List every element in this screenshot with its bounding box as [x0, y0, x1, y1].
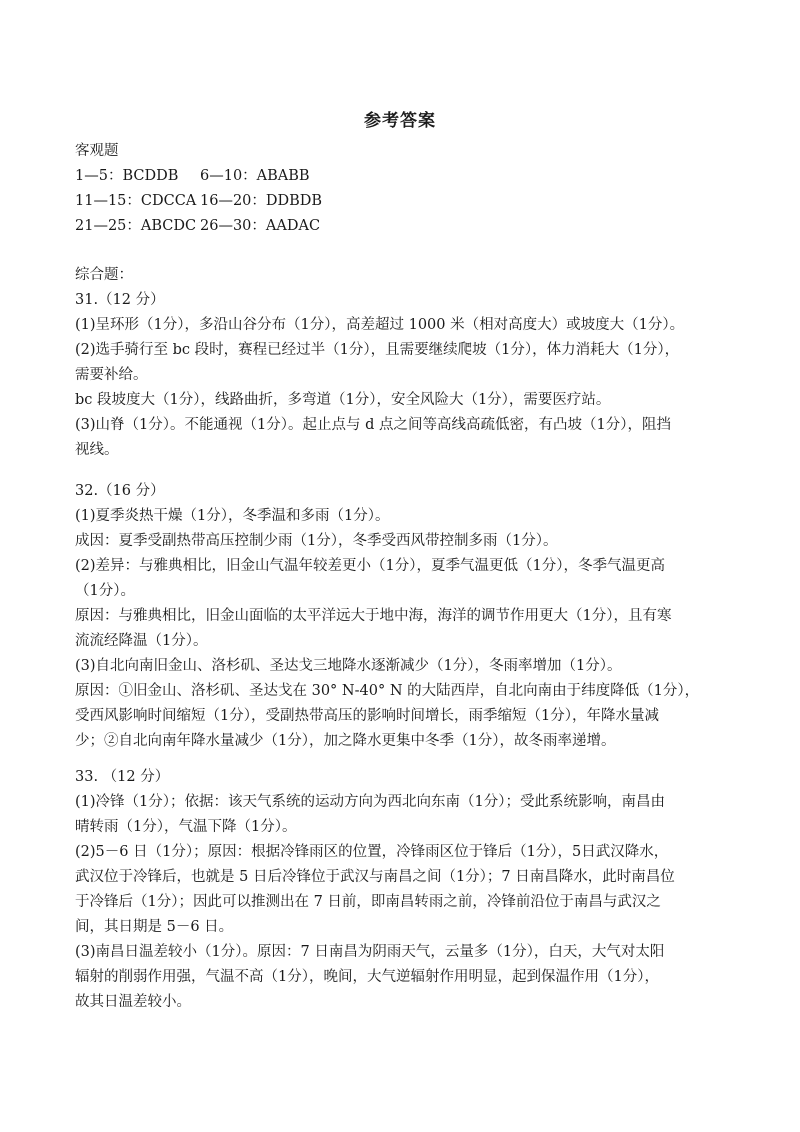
answer-group: 16—20：DDBDB: [200, 193, 323, 209]
answer-line: 故其日温差较小。: [75, 994, 191, 1010]
answer-row: [75, 189, 735, 214]
question-header: 33. （12 分）: [75, 769, 170, 785]
answer-group: 6—10：ABABB: [200, 168, 310, 184]
answer-group: 11—15：CDCCA: [75, 193, 197, 209]
answer-line: 间，其日期是 5－6 日。: [75, 919, 234, 935]
answer-line: 受西风影响时间缩短（1分），受副热带高压的影响时间增长，雨季缩短（1分），年降水量减: [75, 708, 659, 724]
answer-line: (3)自北向南旧金山、洛杉矶、圣达戈三地降水逐渐减少（1分），冬雨率增加（1分）。: [75, 658, 622, 674]
objective-heading: 客观题: [75, 143, 119, 159]
answer-line: （1分）。: [75, 583, 135, 599]
answer-line: 需要补给。: [75, 367, 148, 383]
answer-group: 26—30：AADAC: [200, 218, 321, 234]
answer-group: 21—25：ABCDC: [75, 218, 197, 234]
answer-line: (2)差异：与雅典相比，旧金山气温年较差更小（1分），夏季气温更低（1分），冬季气温更高: [75, 558, 665, 574]
answer-line: (1)呈环形（1分），多沿山谷分布（1分），高差超过 1000 米（相对高度大）或坡度大（1分）。: [75, 317, 685, 333]
answer-line: bc 段坡度大（1分），线路曲折，多弯道（1分），安全风险大（1分），需要医疗站。: [75, 392, 611, 408]
answer-line: 辐射的削弱作用强，气温不高（1分），晚间，大气逆辐射作用明显，起到保温作用（1分），: [75, 969, 659, 985]
answer-line: 少；②自北向南年降水量减少（1分），加之降水更集中冬季（1分），故冬雨率递增。: [75, 733, 616, 749]
question-header: 31.（12 分）: [75, 292, 165, 308]
objective-section: [75, 139, 735, 239]
answer-line: 武汉位于冷锋后，也就是 5 日后冷锋位于武汉与南昌之间（1分）；7 日南昌降水，此时南昌位: [75, 869, 675, 885]
answer-row: [75, 164, 735, 189]
answer-line: 于冷锋后（1分）；因此可以推测出在 7 日前，即南昌转雨之前，冷锋前沿位于南昌与武汉之: [75, 894, 661, 910]
answer-line: (3)山脊（1分）。不能通视（1分）。起止点与 d 点之间等高线高疏低密，有凸坡（1分），阻挡: [75, 417, 671, 433]
answer-line: 晴转雨（1分），气温下降（1分）。: [75, 819, 297, 835]
q31-section: [75, 263, 735, 463]
q32-section: [75, 479, 735, 754]
q33-section: [75, 765, 735, 1015]
answer-line: (1)夏季炎热干燥（1分），冬季温和多雨（1分）。: [75, 508, 390, 524]
question-header: 32.（16 分）: [75, 483, 165, 499]
answer-row: [75, 214, 735, 239]
answer-line: (2)5－6 日（1分）；原因：根据冷锋雨区的位置，冷锋雨区位于锋后（1分），5日武汉降水，: [75, 844, 669, 860]
answer-line: 成因：夏季受副热带高压控制少雨（1分），冬季受西风带控制多雨（1分）。: [75, 533, 558, 549]
answer-line: 流流经降温（1分）。: [75, 633, 208, 649]
answer-line: 视线。: [75, 442, 119, 458]
answer-line: 原因：①旧金山、洛杉矶、圣达戈在 30° N-40° N 的大陆西岸，自北向南由于纬度降低（1分），: [75, 683, 700, 699]
answer-group: 1—5：BCDDB: [75, 168, 179, 184]
page-title: 参考答案: [364, 111, 436, 131]
answer-line: (1)冷锋（1分）；依据：该天气系统的运动方向为西北向东南（1分）；受此系统影响，南昌由: [75, 794, 665, 810]
answer-line: (3)南昌日温差较小（1分）。原因：7 日南昌为阴雨天气，云量多（1分），白天，大气对太阳: [75, 944, 665, 960]
answer-line: (2)选手骑行至 bc 段时，赛程已经过半（1分），且需要继续爬坡（1分），体力消耗大（1分），: [75, 342, 680, 358]
answer-line: 原因：与雅典相比，旧金山面临的太平洋远大于地中海，海洋的调节作用更大（1分），且有寒: [75, 608, 672, 624]
comprehensive-heading: 综合题：: [75, 267, 133, 283]
